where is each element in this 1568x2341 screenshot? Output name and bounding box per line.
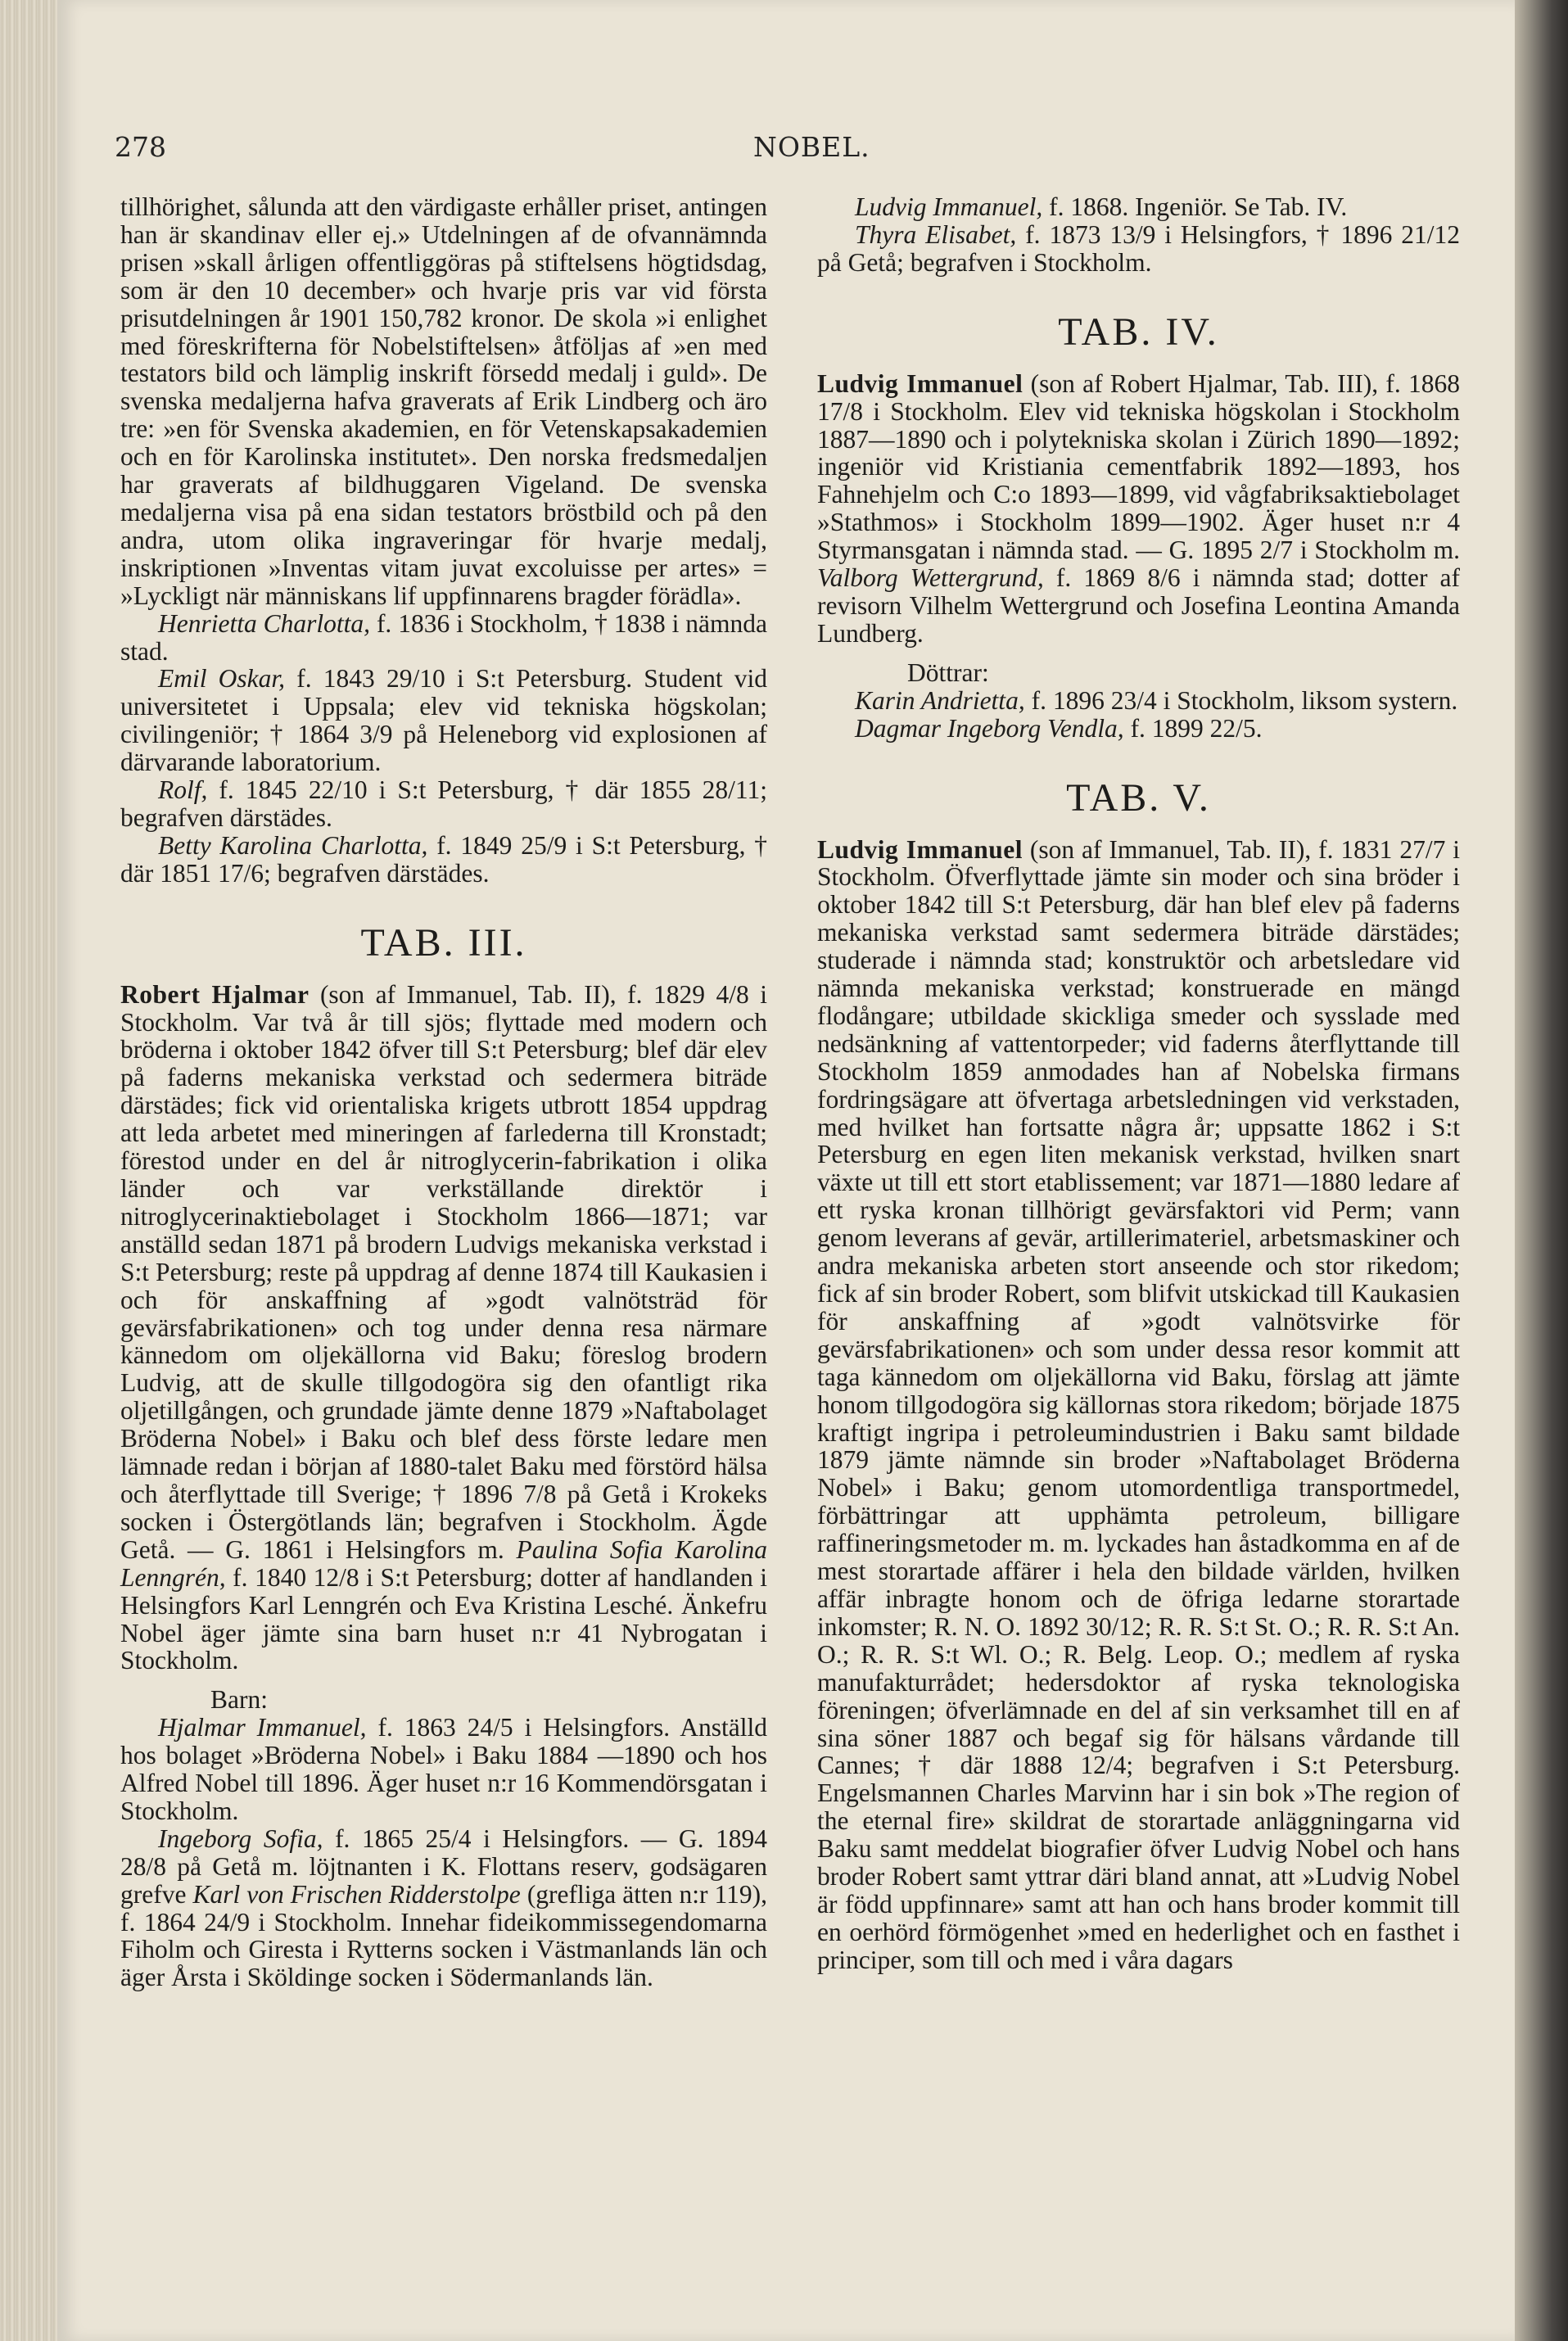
person-name: Rolf, bbox=[158, 775, 208, 805]
page-number: 278 bbox=[115, 131, 166, 163]
entry-text: f. 1868. Ingeniör. Se Tab. IV. bbox=[1049, 192, 1348, 221]
children-label: Barn: bbox=[210, 1685, 268, 1715]
person-name: Ingeborg Sofia, bbox=[158, 1824, 323, 1853]
spouse-name: Paulina Sofia Karolina Lenngrén, bbox=[120, 1534, 767, 1592]
section-heading-tab-5: TAB. V. bbox=[1066, 775, 1211, 820]
person-name: Thyra Elisabet, bbox=[855, 219, 1017, 249]
entry-ingeborg bbox=[120, 1825, 767, 1991]
entry-text: f. 1843 bbox=[296, 664, 375, 694]
entry-ludvig-tab4 bbox=[817, 370, 1460, 648]
person-name: Hjalmar Immanuel, bbox=[158, 1713, 367, 1742]
person-name-bold: Robert Hjalmar bbox=[120, 979, 310, 1009]
entry-emil bbox=[120, 665, 767, 776]
entry-rolf bbox=[120, 776, 767, 832]
stacked-page-edges bbox=[0, 0, 66, 2341]
person-name: Ludvig Immanuel, bbox=[855, 192, 1043, 221]
section-heading-tab-3: TAB. III. bbox=[360, 920, 527, 965]
entry-text: (grefliga ätten n:r 119), f. 1864 24/9 i Stockholm. Innehar fideikommissegendomarna Fiholm och Giresta i Rytterns socken i Västmanlands län och äger Årsta i Sköldinge socken i Södermanlands län. bbox=[120, 1879, 767, 1992]
prize-paragraph: tillhörighet, sålunda att den värdigaste erhåller priset, antingen han är skandinav eller ej.» Utdelningen af de ofvannämnda prisen »skall årligen offentliggöras på stiftelsens högtidsdag, som är den 10 december» och hvarje pris var vid första prisutdelningen år 1901 150,782 kronor. De skola »i enlighet med föreskrifterna för Nobelstiftelsen» åtföljas af »en med testators bild och lämplig inskrift försedd medalj i guld». De svenska medaljerna hafva graverats af Erik Lindberg och äro tre: »en för Svenska akademien, en för Vetenskapsakademien och en för Karolinska institutet». Den norska fredsmedaljen har graverats af bildhuggaren Vigeland. De svenska medaljerna visa på ena sidan testators bröstbild och på den andra, utom olika ingraveringar för hvarje medalj, inskriptionen »Inventas vitam juvat excoluisse per artes» = »Lyckligt när människans lif uppfinnarens bragder förädla». bbox=[120, 192, 767, 610]
entry-ludvig-tab5 bbox=[817, 836, 1460, 1974]
entry-text: f. 1896 23/4 i Stockholm, liksom systern. bbox=[1031, 685, 1458, 715]
entry-text: (son af Robert Hjalmar, Tab. III), f. 1868 17/8 i Stockholm. Elev vid tekniska högskolan i Stockholm 1887—1890 och i polytekniska skolan i Zürich 1890—1892; ingeniör vid Kristiania cementfabrik 1892—1893, hos Fahnehjelm och C:o 1893—1899, vid vågfabriksaktiebolaget »Stathmos» i Stockholm 1899—1902. Äger huset n:r 4 Styrmansgatan i nämnda stad. — G. 1895 2/7 i Stockholm m. bbox=[817, 368, 1460, 565]
running-head: NOBEL. bbox=[753, 131, 870, 163]
entry-text: f. 1836 i Stockholm, † 1838 i nämnda stad. bbox=[120, 608, 767, 666]
entry-text: f. 1869 8/6 i nämnda stad; dotter af revisorn Vilhelm Wettergrund och Josefina Leontina Amanda Lundberg. bbox=[817, 563, 1460, 648]
entry-text: i S:t Petersburg. Student vid universitetet i Uppsala; elev vid tekniska högskolan; civilingeniör; † 1864 3/9 på Heleneborg vid explosionen af därvarande laboratorium. bbox=[120, 664, 768, 777]
person-name: Betty Karolina Charlotta, bbox=[158, 830, 428, 860]
person-name: Dagmar Ingeborg Vendla, bbox=[855, 713, 1124, 743]
person-name: Emil Oskar, bbox=[158, 664, 286, 694]
entry-text: f. 1849 25/9 i S:t Petersburg, † där 1851 17/6; begrafven därstädes. bbox=[120, 830, 768, 888]
entry-text: f. 1873 13/9 i Helsingfors, † 1896 21/12 på Getå; begrafven i Stockholm. bbox=[817, 219, 1460, 277]
entry-hjalmar bbox=[120, 1714, 767, 1825]
entry-text: f. 1840 12/8 i S:t Petersburg; dotter af handlanden i Helsingfors Karl Lenngrén och Eva Kristina Lesché. Änkefru Nobel äger jämte sina barn huset n:r 41 Nybrogatan i Stockholm. bbox=[120, 1562, 768, 1675]
person-name-bold: Ludvig Immanuel bbox=[817, 834, 1023, 864]
entry-thyra bbox=[817, 221, 1460, 277]
entry-text: f. 1899 22/5. bbox=[1130, 713, 1263, 743]
entry-dagmar bbox=[817, 715, 1460, 743]
entry-text: (son af Immanuel, Tab. II), f. 1829 4/8 i Stockholm. Var två år till sjös; flyttade med modern och bröderna i oktober 1842 öfver till S:t Petersburg; blef där elev på faderns mekaniska verkstad och sedermera biträde därstädes; fick vid orientaliska krigets utbrott 1854 uppdrag att leda arbetet med mineringen af farlederna till Kronstadt; förestod under en del år nitroglycerin-fabrikation i olika länder och var verkställande direktör i nitroglycerinaktiebolaget i Stockholm 1866—1871; var anställd sedan 1871 på brodern Ludvigs mekaniska verkstad i S:t Petersburg; reste på uppdrag af denne 1874 till Kaukasien i och för anskaffning af »godt valnötsträd för gevärsfabrikationen» och tog under denna resa närmare kännedom om oljekällorna vid Baku; föreslog brodern Ludvig, att de skulle tillgodogöra sig den ofantligt rika oljetillgången, och grundade jämte denne 1879 »Naftabolaget Bröderna Nobel» i Baku och blef dess förste ledare men lämnade redan i början af 1880-talet Baku med förstörd hälsa och återflyttade till Sverige; † 1896 7/8 på Getå i Krokeks socken i Östergötlands län; begrafven i Stockholm. Ägde Getå. — G. 1861 i Helsingfors m. bbox=[120, 979, 768, 1564]
entry-text: f. 1863 24/5 i Helsingfors. Anställd hos bolaget »Bröderna Nobel» i Baku 1884 —1890 och hos Alfred Nobel till 1896. Äger huset n:r 16 Kommendörsgatan i Stockholm. bbox=[120, 1713, 768, 1825]
birth-date: 29/10 bbox=[386, 664, 445, 694]
entry-robert-hjalmar bbox=[120, 981, 767, 1675]
entry-text: f. 1865 25/4 i Helsingfors. — G. 1894 28/8 på Getå m. löjtnanten i K. Flottans reserv, godsägaren grefve bbox=[120, 1824, 767, 1909]
spouse-name: Valborg Wettergrund, bbox=[817, 563, 1044, 593]
person-name: Henrietta Charlotta, bbox=[158, 608, 371, 638]
entry-text: f. 1845 22/10 i S:t Petersburg, † där 1855 28/11; begrafven därstädes. bbox=[120, 775, 767, 832]
entry-text: (son af Immanuel, Tab. II), f. 1831 27/7 i Stockholm. Öfverflyttade jämte sin moder och sina bröder i oktober 1842 till S:t Petersburg, där han blef elev på faderns mekaniska verkstad samt sedermera biträde därstädes; studerade i nämnda stad; konstruktör och arbetsledare vid nämnda mekaniska verkstad; konstruerade en mängd flodångare; utbildade skickliga smeder och sysslade med nedsänkning af vattentorpeder; vid faderns återflyttande till Stockholm 1859 anmodades han af Nobelska firmans fordringsägare att öfvertaga arbetsledningen vid verkstaden, med hvilket han fortsatte några år; uppsatte 1862 i S:t Petersburg en egen liten mekanisk verkstad, hvilken snart växte ut till ett stort etablissement; var 1871—1880 ledare af ett ryska kronan tillhörigt gevärsfaktori vid Perm; vann genom leverans af gevär, artillerimateriel, arbetsmaskiner och andra mekaniska arbeten stort anseende och stor rikedom; fick af sin broder Robert, som blifvit utskickad till Kaukasien för anskaffning af »godt valnötsvirke för gevärsfabrikationen» och som under dessa resor kommit att taga kännedom om oljekällorna vid Baku, förslag att jämte honom tillgodogöra sig källornas stora rikedom; började 1875 kraftigt ingripa i petroleumindustrien i Baku samt bildade 1879 jämte nämnde sin broder »Naftabolaget Bröderna Nobel» i Baku; genom utomordentliga transportmedel, förbättringar att upphämta petroleum, billigare raffineringsmetoder m. m. lyckades han åstadkomma en af de mest storartade affärer i hela den bildade världen, hvilken affär inbragte honom och de öfriga ledarne storartade inkomster; R. N. O. 1892 30/12; R. R. S:t St. O.; R. R. S:t An. O.; R. R. S:t Wl. O.; R. Belg. Leop. O.; medlem af ryska manufakturrådet; hedersdoktor af ryska teknologiska föreningen; öfverlämnade en del af sin verksamhet till en af sina söner 1887 och begaf sig för hälsans vårdande till Cannes; † där 1888 12/4; begrafven i S:t Petersburg. Engelsmannen Charles Marvinn har i sin bok »The region of the eternal fire» skildrat de storartade anläggningarna vid Baku samt meddelat biografier öfver Ludvig Nobel och hans broder Robert samt yttrar däri bland annat, att »Ludvig Nobel är född uppfinnare» samt att han och hans broder kommit till en oerhörd förmögenhet »med en hederlighet och en fasthet i principer, som till och med i våra dagars bbox=[817, 834, 1461, 1974]
person-name: Karin Andrietta, bbox=[855, 685, 1025, 715]
entry-karin bbox=[817, 687, 1460, 715]
daughters-label: Döttrar: bbox=[907, 658, 989, 687]
spouse-name: Karl von Frischen Ridderstolpe bbox=[192, 1879, 521, 1909]
person-name-bold: Ludvig Immanuel bbox=[817, 368, 1023, 398]
right-column bbox=[817, 193, 1460, 1974]
left-column bbox=[120, 193, 767, 1991]
entry-ludvig-immanuel-child bbox=[817, 193, 1460, 221]
book-spine-shadow bbox=[1515, 0, 1568, 2341]
section-heading-tab-4: TAB. IV. bbox=[1058, 310, 1219, 354]
entry-betty bbox=[120, 832, 767, 888]
entry-henrietta bbox=[120, 610, 767, 666]
